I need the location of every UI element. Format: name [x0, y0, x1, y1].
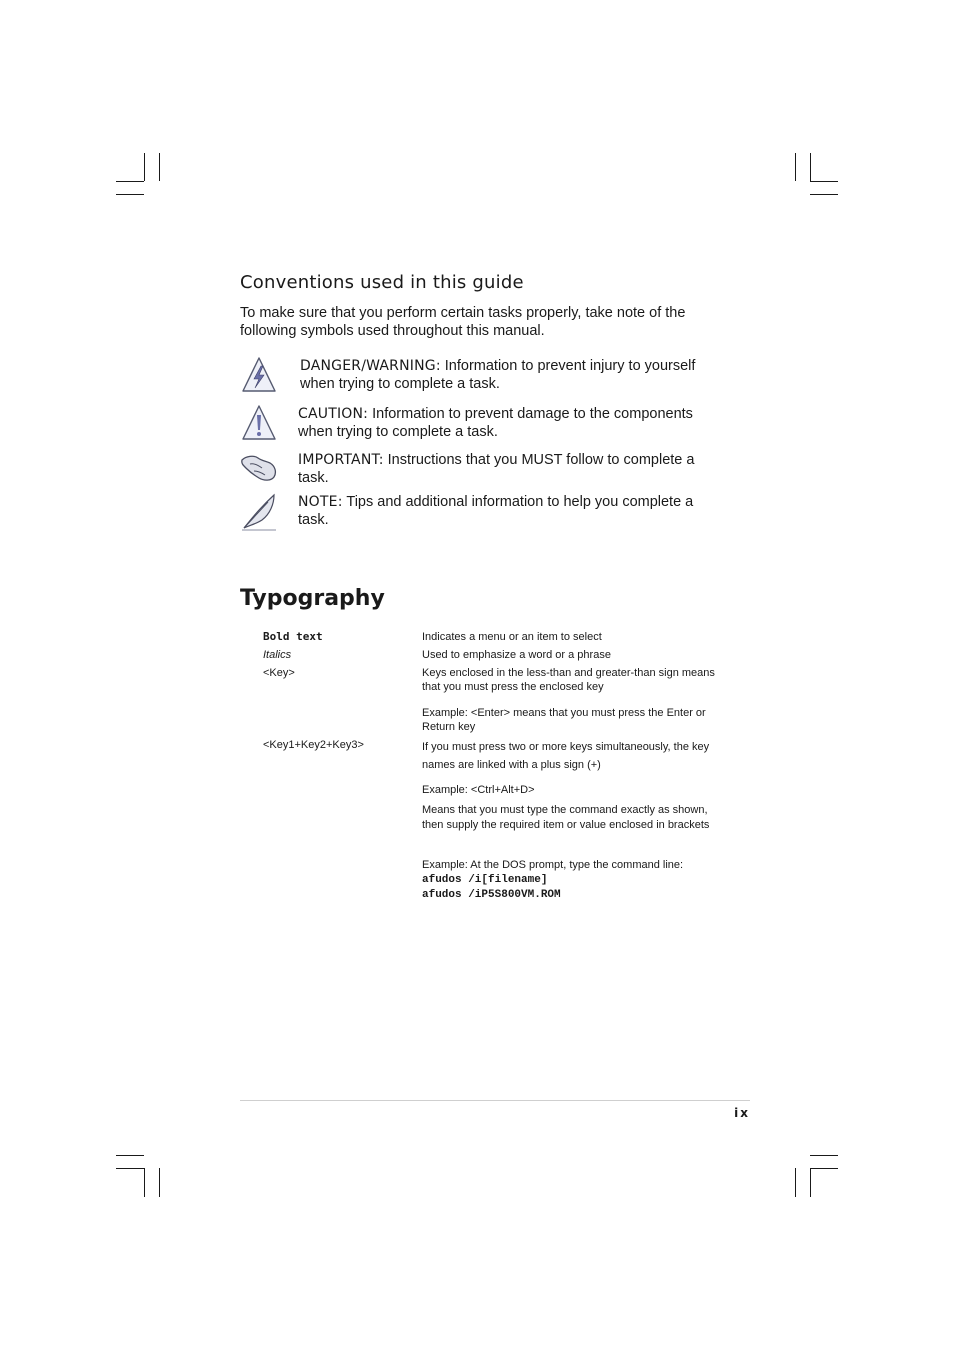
note-important — [240, 450, 720, 490]
page-title: Typography — [240, 586, 385, 611]
exclamation-caution-icon — [240, 403, 278, 448]
note-caution — [240, 403, 720, 443]
code-line: afudos /iP5S800VM.ROM — [422, 889, 561, 901]
crop-mark — [795, 153, 796, 181]
page-number: ix — [734, 1106, 750, 1120]
note-description: Tips and additional information to help you complete a task. — [298, 494, 694, 528]
crop-mark — [159, 153, 160, 181]
crop-mark — [116, 194, 144, 195]
crop-mark — [116, 1168, 144, 1169]
crop-mark — [810, 194, 838, 195]
crop-mark — [116, 181, 144, 182]
crop-mark — [810, 181, 838, 182]
footer-divider — [240, 1100, 750, 1101]
note-label: IMPORTANT: — [298, 452, 384, 468]
typography-description: Indicates a menu or an item to select — [422, 631, 602, 643]
feather-note-icon — [240, 492, 278, 537]
note-description: Information to prevent injury to yourself when trying to complete a task. — [300, 358, 696, 392]
crop-mark — [116, 1155, 144, 1156]
note-label: CAUTION: — [298, 406, 369, 422]
intro-paragraph: To make sure that you perform certain tasks properly, take note of the following symbols used throughout this manual. — [240, 305, 686, 339]
typography-description: Used to emphasize a word or a phrase — [422, 649, 611, 661]
crop-mark — [159, 1168, 160, 1197]
section-title: Conventions used in this guide — [240, 272, 524, 293]
note-description: Information to prevent damage to the components when trying to complete a task. — [298, 406, 693, 440]
crop-mark — [810, 1168, 838, 1169]
typography-term: Italics — [263, 649, 292, 661]
typography-term: Bold text — [263, 630, 323, 643]
typography-term: <Key> — [263, 667, 295, 679]
typography-description: Keys enclosed in the less-than and greater-than sign means that you must press the enclosed key — [422, 667, 715, 693]
crop-mark — [144, 153, 145, 181]
crop-mark — [810, 153, 811, 181]
typography-term: <Key1+Key2+Key3> — [263, 739, 364, 751]
typography-example: Example: <Enter> means that you must press the Enter or Return key — [422, 707, 706, 733]
hand-important-icon — [240, 450, 278, 489]
note-label: DANGER/WARNING: — [300, 358, 441, 374]
note-description: Instructions that you MUST follow to complete a task. — [298, 452, 695, 486]
note-note — [240, 492, 720, 532]
typography-description: Means that you must type the command exactly as shown, then supply the required item or value enclosed in brackets — [422, 804, 710, 831]
typography-example: Example: At the DOS prompt, type the command line: — [422, 859, 684, 871]
typography-description: If you must press two or more keys simultaneously, the key names are linked with a plus sign (+) — [422, 741, 710, 771]
note-danger — [240, 355, 720, 395]
crop-mark — [144, 1168, 145, 1197]
crop-mark — [795, 1168, 796, 1197]
crop-mark — [810, 1168, 811, 1197]
typography-example: Example: <Ctrl+Alt+D> — [422, 784, 535, 796]
lightning-warning-icon — [240, 355, 278, 400]
code-line: afudos /i[filename] — [422, 874, 548, 886]
crop-mark — [810, 1155, 838, 1156]
note-label: NOTE: — [298, 494, 343, 510]
